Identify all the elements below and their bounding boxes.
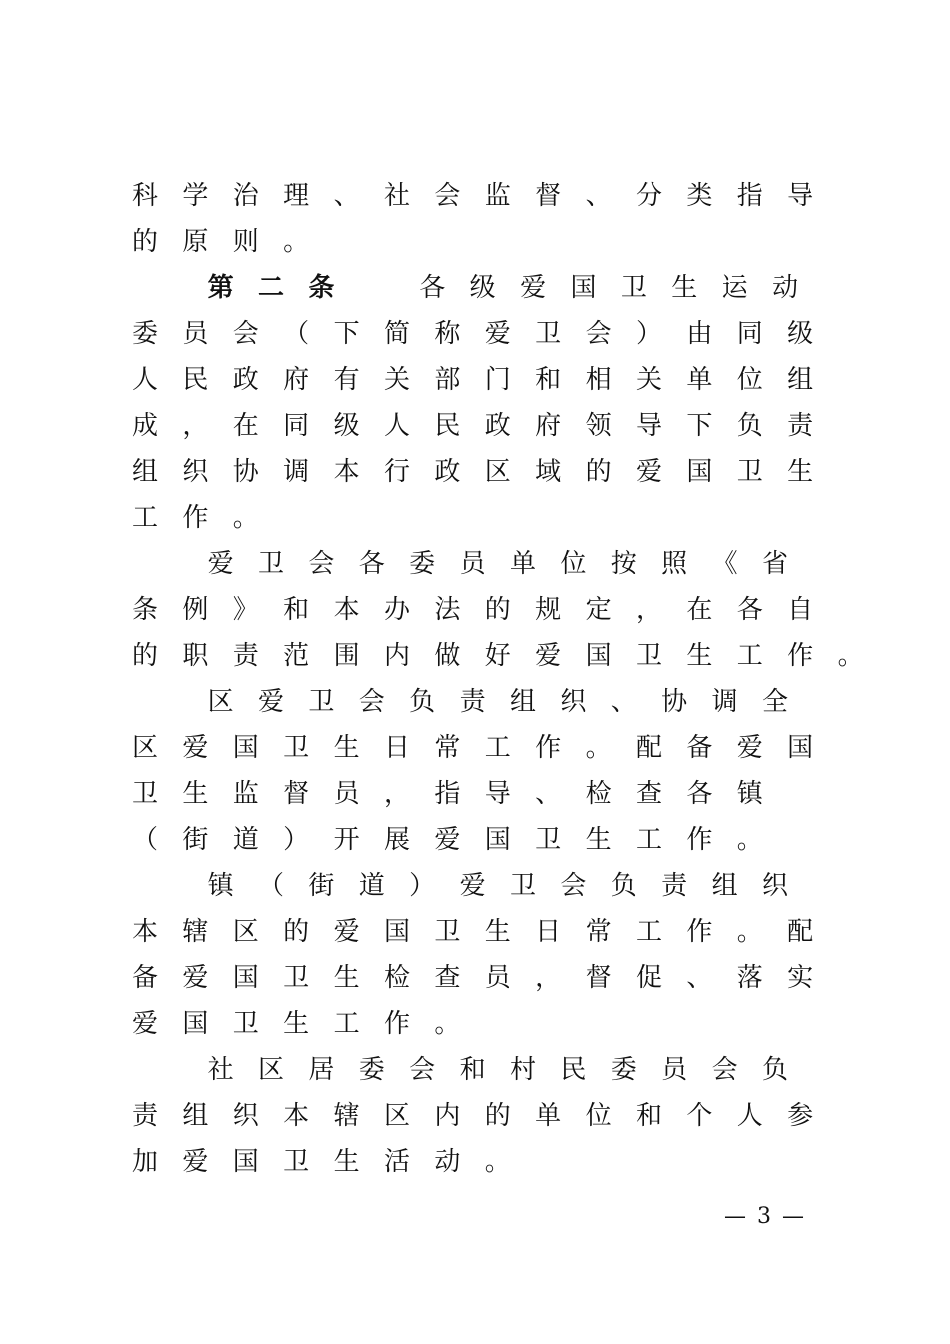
page-number: — 3 — — [724, 1204, 806, 1229]
document-page: 科 学 治 理 、 社 会 监 督 、 分 类 指 导 的 原 则 。 第 二 条 各 级 爱 国 卫 生 运 动 委 员 会 （ 下 简 称 爱 卫 会 ） 由 同 级 人 民 政 府 有 关 部 门 和 相 关 单 位 组 成 ， 在 同 级 人 民 政 府 领 导 下 负 责 组 织 协 调 本 行 政 区 域 的 爱 国 卫 生 工 作 。 爱 卫 会 各 委 员 单 位 按 照 《 省 条 例 》 和 本 办 法 的 规 定 ， 在 各 自 的 职 责 范 围 内 做 好 爱 国 卫 生 工 作 。 区 爱 卫 会 负 责 组 织 、 协 调 全 区 爱 国 卫 生 日 常 工 作 。 配 备 爱 国 卫 生 监 督 员 ， 指 导 、 检 查 各 镇 （ 街 道 ） 开 展 爱 国 卫 生 工 作 。 镇 （ 街 道 ） 爱 卫 会 负 责 组 织 本 辖 区 的 爱 国 卫 生 日 常 工 作 。 配 备 爱 国 卫 生 检 查 员 ， 督 促 、 落 实 爱 国 卫 生 工 作 。 社 区 居 委 会 和 村 民 委 员 会 负 责 组 织 本 辖 区 内 的 单 位 和 个 人 参 加 爱 国 卫 生 活 动 。 — 3 — — [0, 0, 950, 1344]
